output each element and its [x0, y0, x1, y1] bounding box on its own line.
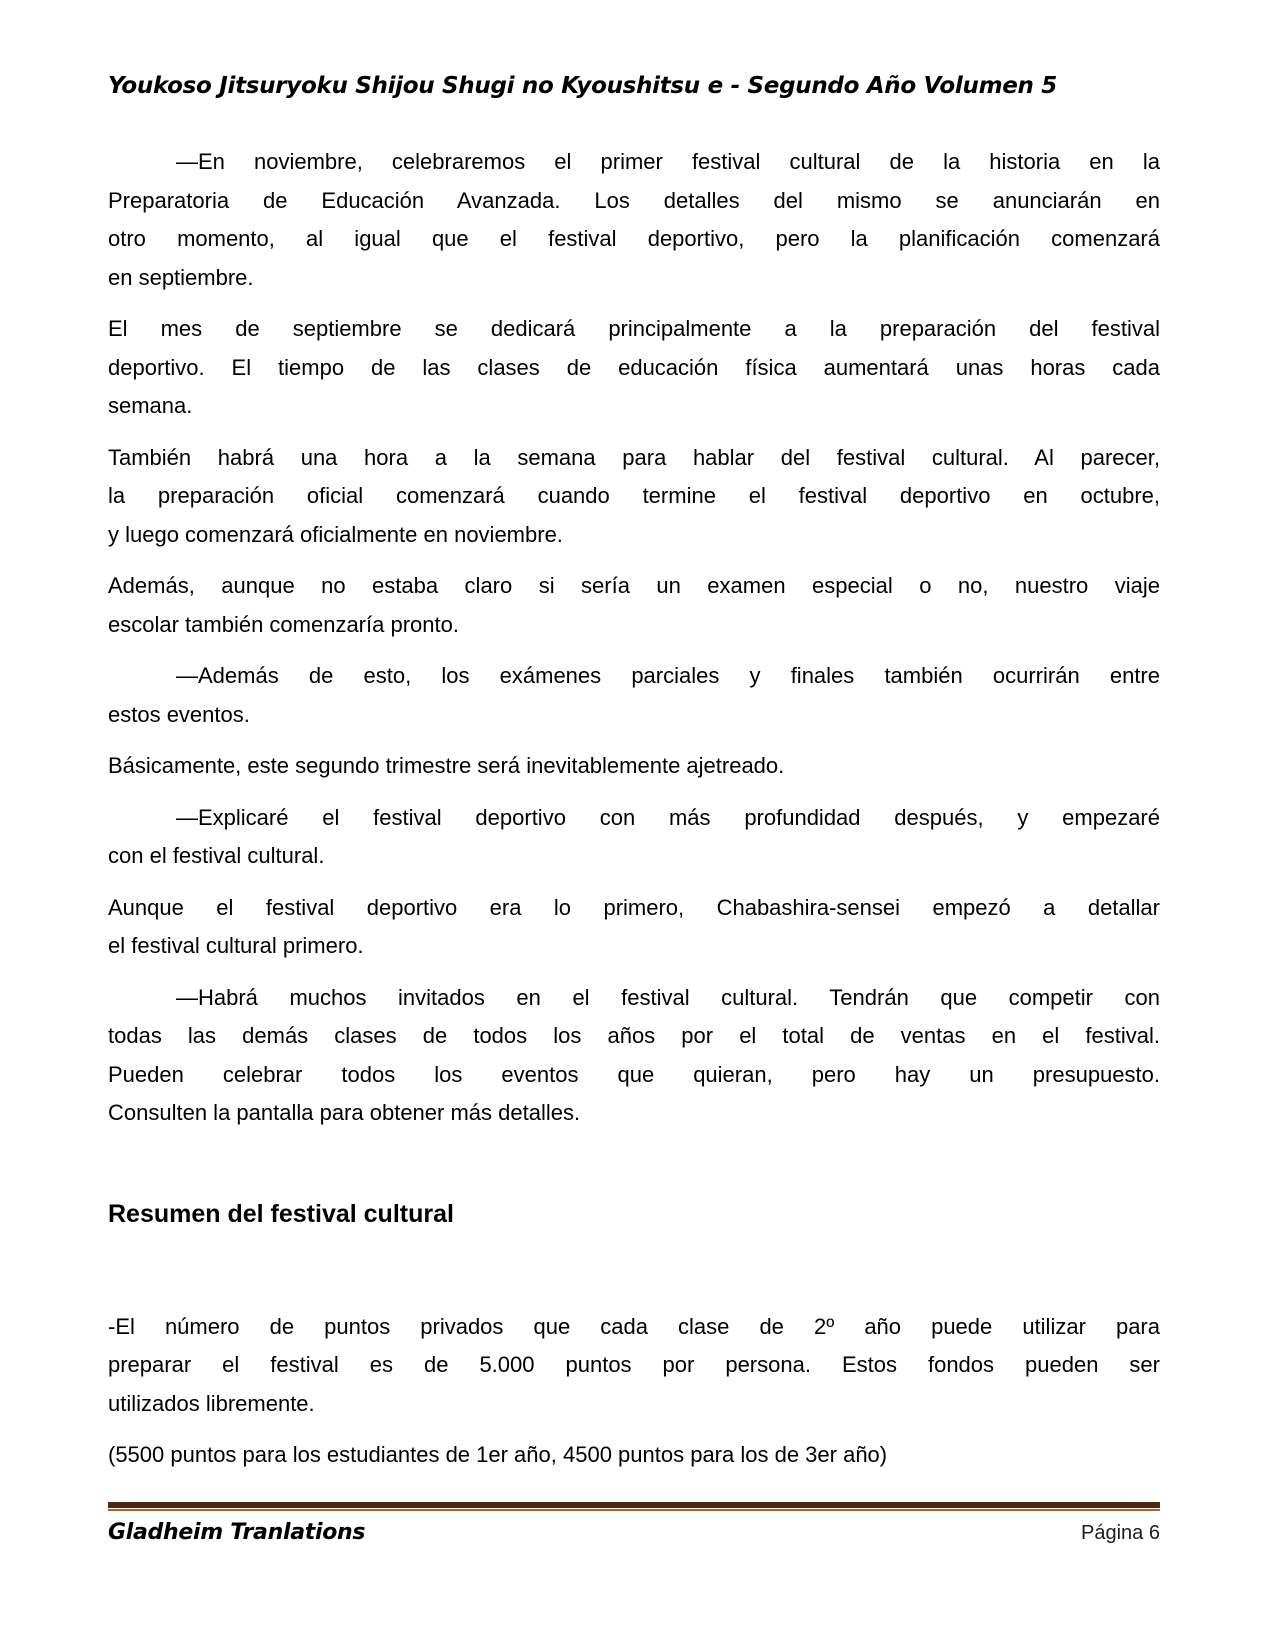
text-line: el festival cultural primero. — [108, 933, 364, 958]
text-line: en septiembre. — [108, 264, 254, 290]
text-line: Preparatoria de Educación Avanzada. Los detalles del mismo se anunciarán en — [108, 187, 1160, 213]
text-line: preparar el festival es de 5.000 puntos por persona. Estos fondos pueden ser — [108, 1352, 1160, 1377]
text-line: otro momento, al igual que el festival deportivo, pero la planificación comenzará — [108, 226, 1160, 251]
paragraph — [108, 439, 1160, 555]
paragraph — [108, 747, 1160, 786]
paragraph — [108, 799, 1160, 876]
paragraph — [108, 310, 1160, 426]
text-line: -El número de puntos privados que cada clase de 2º año puede utilizar para — [108, 1313, 1160, 1339]
paragraph — [108, 143, 1160, 297]
section-heading: Resumen del festival cultural — [108, 1199, 454, 1228]
text-line: la preparación oficial comenzará cuando termine el festival deportivo en octubre, — [108, 483, 1160, 508]
footer-page-number: Página 6 — [1081, 1522, 1160, 1544]
text-line: y luego comenzará oficialmente en noviembre. — [108, 521, 563, 547]
text-line: —Habrá muchos invitados en el festival cultural. Tendrán que competir con — [176, 984, 1160, 1010]
footer-row — [108, 1520, 1160, 1545]
text-line: (5500 puntos para los estudiantes de 1er año, 4500 puntos para los de 3er año) — [108, 1442, 888, 1467]
text-line: utilizados libremente. — [108, 1390, 315, 1416]
footer-rule-light — [108, 1509, 1160, 1511]
paragraph — [108, 889, 1160, 966]
text-line: estos eventos. — [108, 701, 250, 727]
text-line: Aunque el festival deportivo era lo primero, Chabashira-sensei empezó a detallar — [108, 894, 1160, 920]
text-line: semana. — [108, 393, 193, 418]
text-line: con el festival cultural. — [108, 843, 325, 868]
text-line: escolar también comenzaría pronto. — [108, 611, 459, 637]
paragraph — [108, 1436, 1160, 1475]
text-line: —Explicaré el festival deportivo con más profundidad después, y empezaré — [176, 804, 1160, 830]
text-line: deportivo. El tiempo de las clases de educación física aumentará unas horas cada — [108, 354, 1160, 380]
paragraph — [108, 657, 1160, 734]
text-line: Pueden celebrar todos los eventos que quieran, pero hay un presupuesto. — [108, 1061, 1160, 1087]
page-footer — [108, 1502, 1160, 1545]
text-line: todas las demás clases de todos los años por el total de ventas en el festival. — [108, 1023, 1160, 1048]
page-header-title: Youkoso Jitsuryoku Shijou Shugi no Kyoushitsu e - Segundo Año Volumen 5 — [108, 73, 1058, 99]
document-content — [108, 72, 1160, 1488]
paragraph — [108, 979, 1160, 1133]
text-line: También habrá una hora a la semana para hablar del festival cultural. Al parecer, — [108, 444, 1160, 470]
text-line: El mes de septiembre se dedicará principalmente a la preparación del festival — [108, 316, 1160, 341]
footer-rule — [108, 1502, 1160, 1511]
footer-brand: Gladheim Tranlations — [108, 1520, 366, 1545]
text-line: —En noviembre, celebraremos el primer festival cultural de la historia en la — [176, 149, 1160, 174]
paragraph — [108, 1308, 1160, 1424]
text-line: Básicamente, este segundo trimestre será inevitablemente ajetreado. — [108, 753, 785, 778]
text-line: Consulten la pantalla para obtener más detalles. — [108, 1100, 581, 1125]
footer-rule-dark — [108, 1502, 1160, 1508]
paragraph — [108, 567, 1160, 644]
text-line: —Además de esto, los exámenes parciales y finales también ocurrirán entre — [176, 663, 1160, 688]
text-line: Además, aunque no estaba claro si sería un examen especial o no, nuestro viaje — [108, 573, 1160, 598]
